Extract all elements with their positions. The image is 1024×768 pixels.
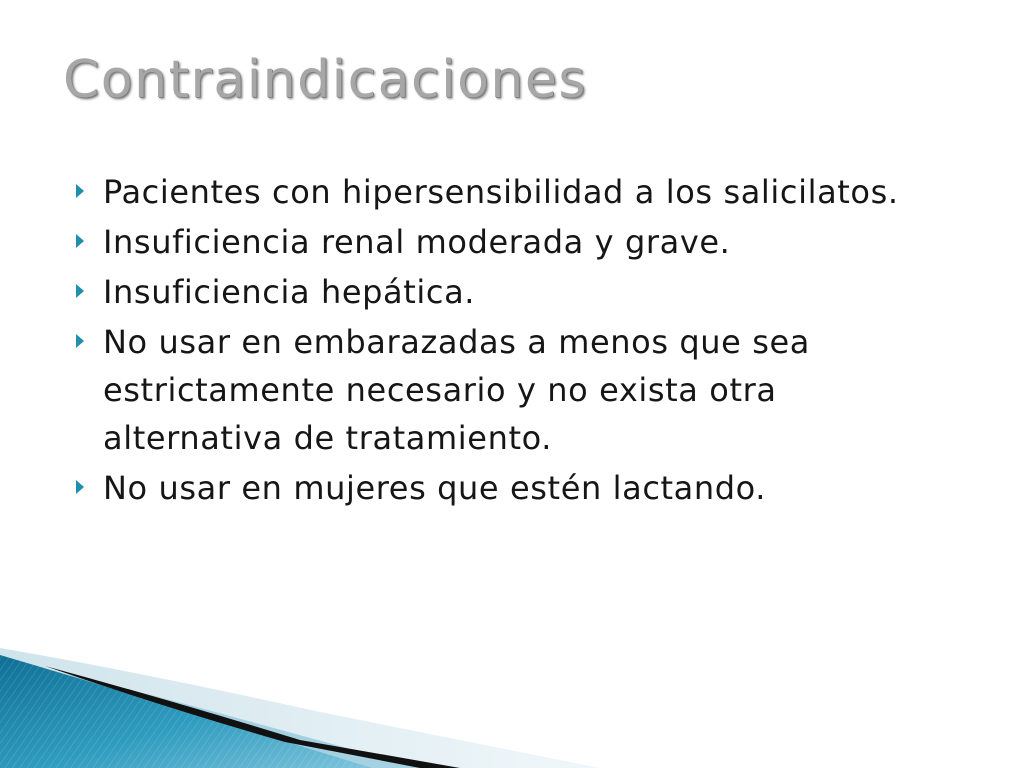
list-item [76, 218, 936, 266]
list-item [76, 168, 936, 216]
triangle-bullet-icon [76, 334, 84, 348]
list-item [76, 318, 936, 462]
slide-title: Contraindicaciones [63, 50, 587, 110]
list-item [76, 268, 936, 316]
bullet-list [76, 168, 936, 514]
bullet-text: Insuficiencia hepática. [103, 273, 476, 311]
bullet-text: No usar en embarazadas a menos que sea estrictamente necesario y no exista otra alternativa de tratamiento. [103, 323, 811, 457]
bullet-text: Insuficiencia renal moderada y grave. [103, 223, 731, 261]
bullet-text: Pacientes con hipersensibilidad a los salicilatos. [103, 173, 899, 211]
list-item [76, 464, 936, 512]
triangle-bullet-icon [76, 284, 84, 298]
bullet-text: No usar en mujeres que estén lactando. [103, 469, 767, 507]
triangle-bullet-icon [76, 184, 84, 198]
triangle-bullet-icon [76, 234, 84, 248]
triangle-bullet-icon [76, 480, 84, 494]
decorative-wave-graphic [0, 600, 1024, 768]
